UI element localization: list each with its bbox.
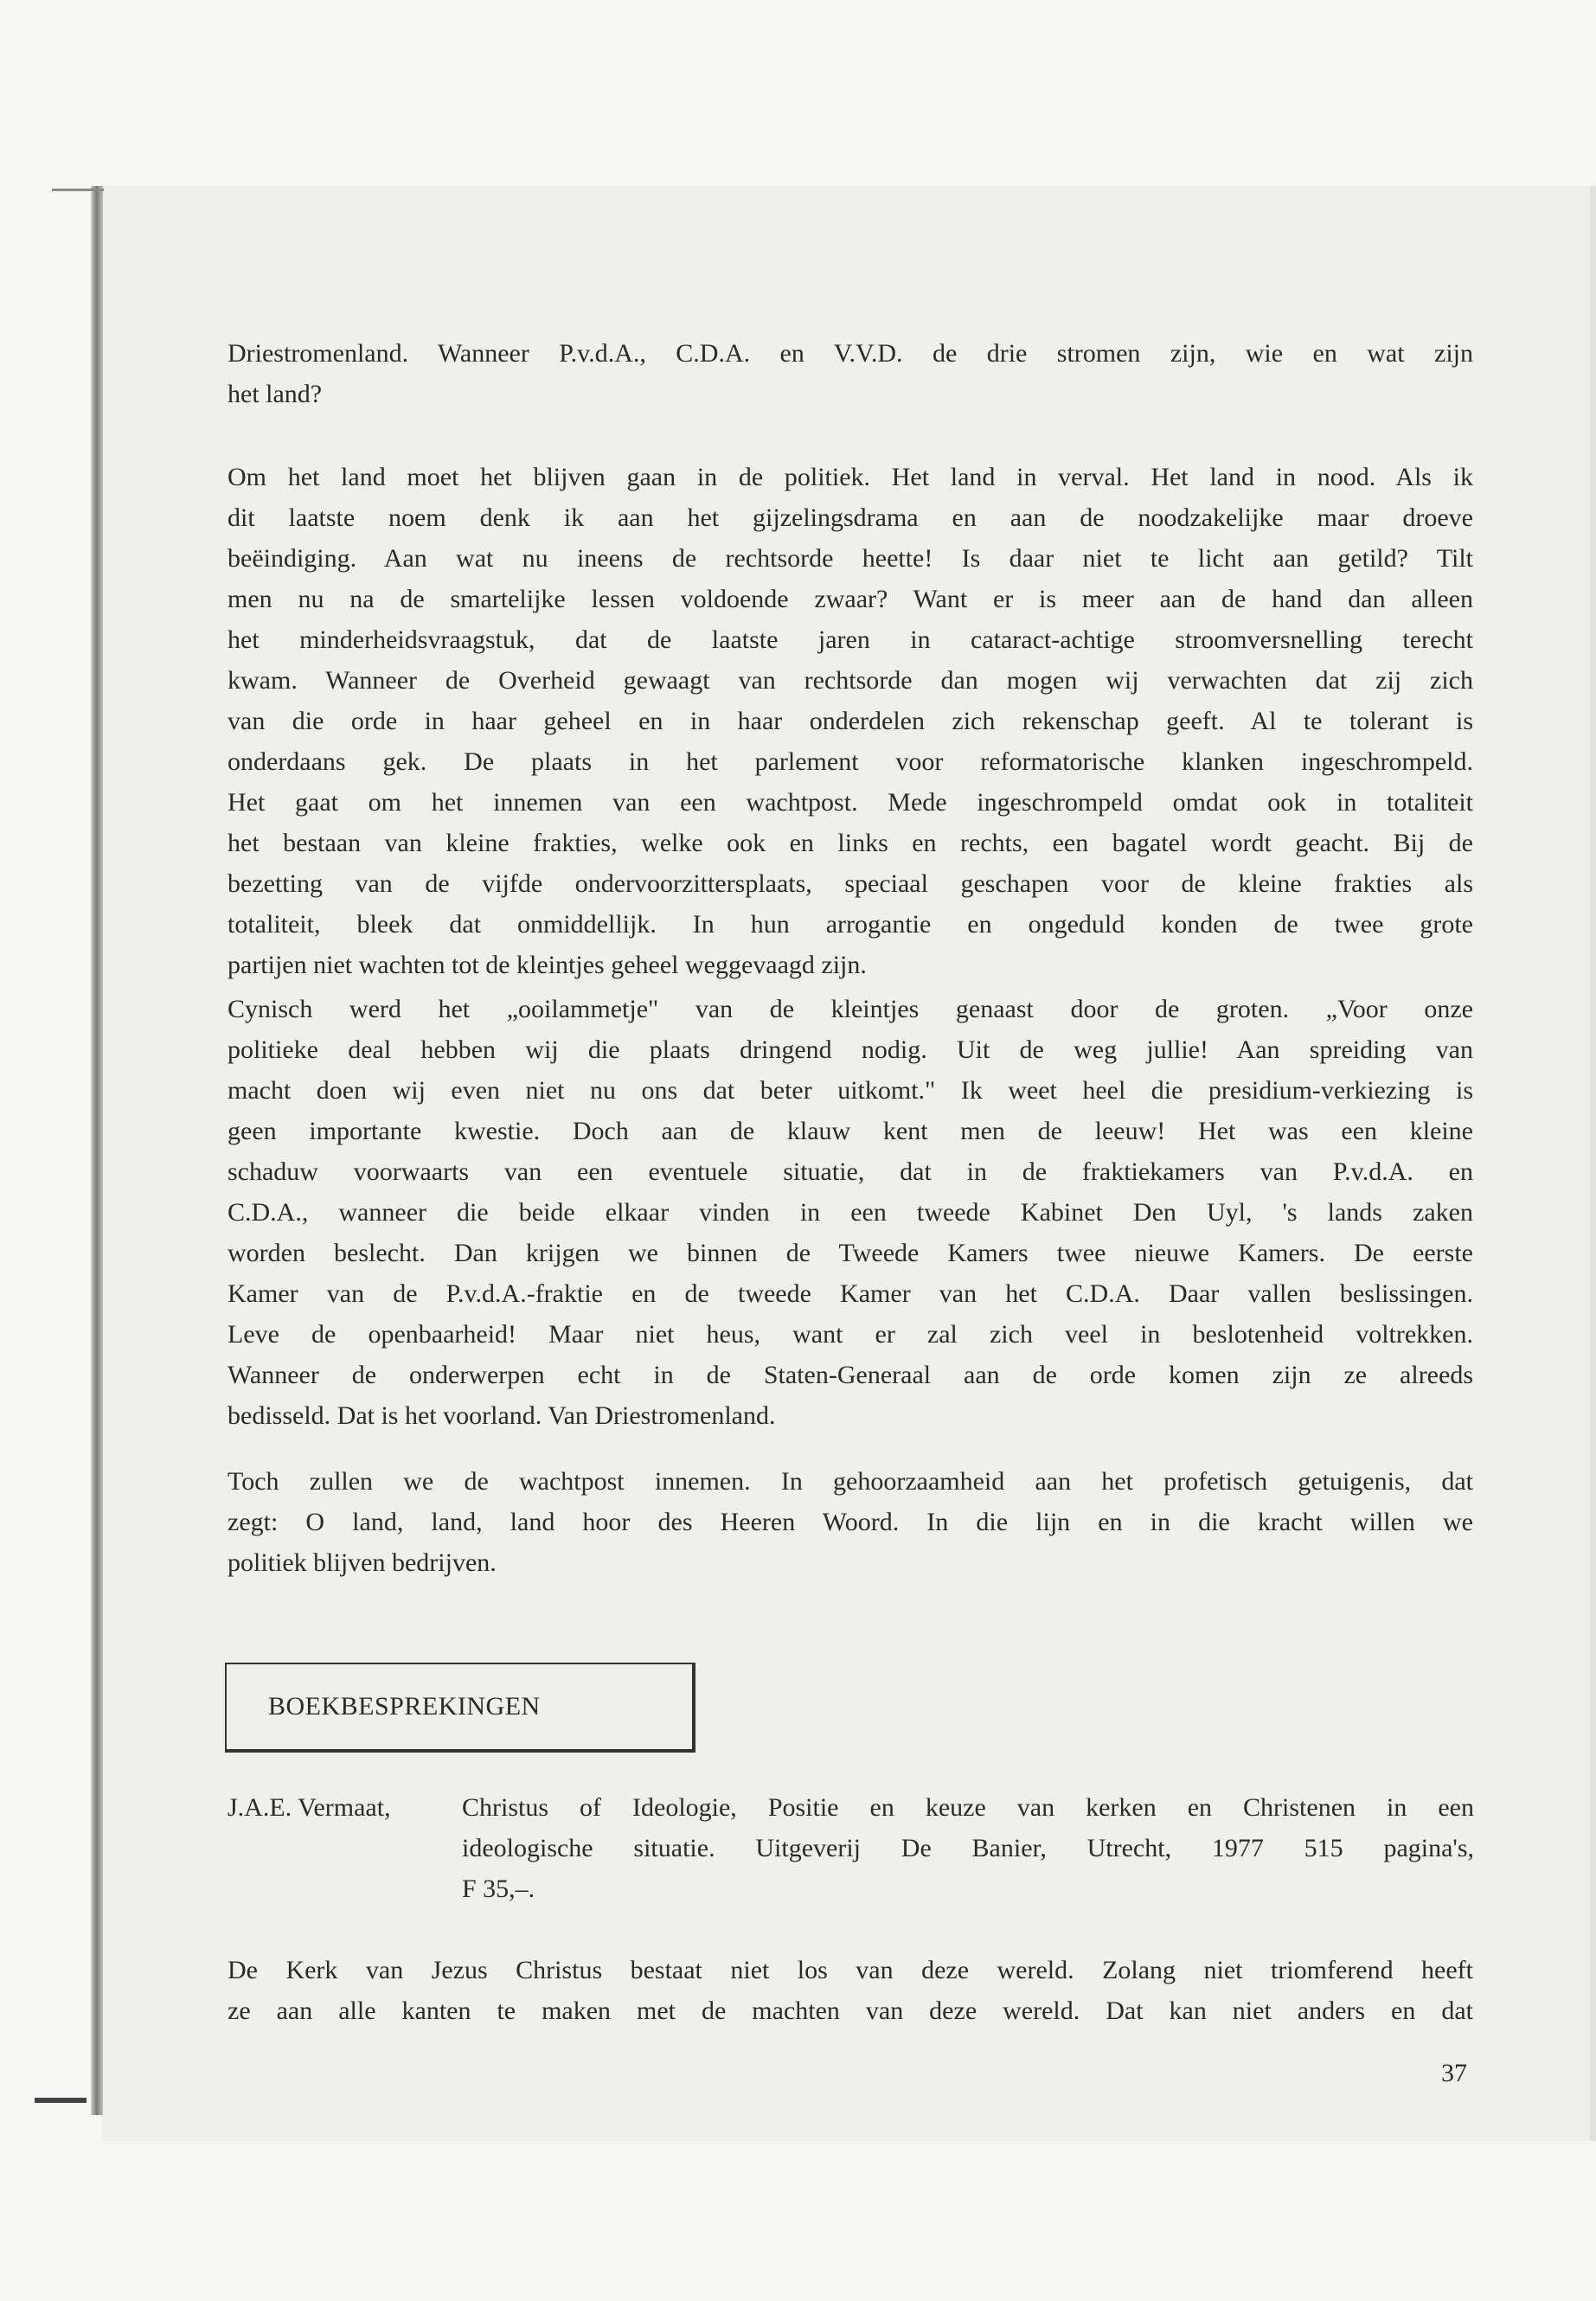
spine-mark-bottom <box>35 2098 87 2103</box>
text-line: zegt: O land, land, land hoor des Heeren Woord. In die lijn en in die kracht willen we <box>228 1508 1473 1536</box>
page-edge <box>1590 186 1596 2141</box>
paragraph-5 <box>228 1950 1473 2031</box>
text-line: Om het land moet het blijven gaan in de politiek. Het land in verval. Het land in nood. Als ik <box>228 463 1473 491</box>
page-number: 37 <box>1441 2059 1467 2087</box>
section-heading-box <box>225 1663 695 1753</box>
text-line: totaliteit, bleek dat onmiddellijk. In hun arrogantie en ongeduld konden de twee grote <box>228 910 1473 939</box>
text-line: Kamer van de P.v.d.A.-fraktie en de tweede Kamer van het C.D.A. Daar vallen beslissingen. <box>228 1279 1473 1308</box>
text-line: C.D.A., wanneer die beide elkaar vinden in een tweede Kabinet Den Uyl, 's lands zaken <box>228 1198 1473 1227</box>
text-line: politiek blijven bedrijven. <box>228 1548 497 1577</box>
section-heading: BOEKBESPREKINGEN <box>268 1692 541 1721</box>
review-citation <box>462 1787 1474 1909</box>
text-line: bezetting van de vijfde ondervoorzittersplaats, speciaal geschapen voor de kleine frakties als <box>228 869 1473 898</box>
citation-line: Christus of Ideologie, Positie en keuze van kerken en Christenen in een <box>462 1793 1474 1822</box>
text-line: geen importante kwestie. Doch aan de klauw kent men de leeuw! Het was een kleine <box>228 1117 1473 1145</box>
text-line: ze aan alle kanten te maken met de machten van deze wereld. Dat kan niet anders en dat <box>228 1997 1473 2025</box>
text-line: dit laatste noem denk ik aan het gijzelingsdrama en aan de noodzakelijke maar droeve <box>228 503 1473 532</box>
text-line: het minderheidsvraagstuk, dat de laatste jaren in cataract-achtige stroomversnelling terecht <box>228 625 1473 654</box>
book-spine <box>91 186 103 2115</box>
text-line: Wanneer de onderwerpen echt in de Staten-Generaal aan de orde komen zijn ze alreeds <box>228 1361 1473 1389</box>
text-line: Cynisch werd het „ooilammetje" van de kleintjes genaast door de groten. „Voor onze <box>228 995 1473 1023</box>
text-line: kwam. Wanneer de Overheid gewaagt van rechtsorde dan mogen wij verwachten dat zij zich <box>228 666 1473 695</box>
text-line: bedisseld. Dat is het voorland. Van Driestromenland. <box>228 1401 776 1430</box>
text-line: het bestaan van kleine frakties, welke ook en links en rechts, een bagatel wordt geacht. Bij de <box>228 829 1473 857</box>
text-line: Leve de openbaarheid! Maar niet heus, want er zal zich veel in beslotenheid voltrekken. <box>228 1320 1473 1349</box>
citation-line: ideologische situatie. Uitgeverij De Banier, Utrecht, 1977 515 pagina's, <box>462 1834 1474 1862</box>
text-line: onderdaans gek. De plaats in het parlement voor reformatorische klanken ingeschrompeld. <box>228 747 1473 776</box>
paragraph-1 <box>228 333 1473 414</box>
text-line: De Kerk van Jezus Christus bestaat niet los van deze wereld. Zolang niet triomferend heeft <box>228 1956 1473 1984</box>
text-line: beëindiging. Aan wat nu ineens de rechtsorde heette! Is daar niet te licht aan getild? Tilt <box>228 544 1473 573</box>
paragraph-2 <box>228 457 1473 985</box>
text-line: Toch zullen we de wachtpost innemen. In gehoorzaamheid aan het profetisch getuigenis, dat <box>228 1467 1473 1496</box>
text-line: van die orde in haar geheel en in haar onderdelen zich rekenschap geeft. Al te tolerant is <box>228 707 1473 735</box>
text-line: het land? <box>228 380 323 408</box>
text-line: macht doen wij even niet nu ons dat beter uitkomt." Ik weet heel die presidium-verkiezing is <box>228 1076 1473 1105</box>
paragraph-3 <box>228 989 1473 1436</box>
text-line: worden beslecht. Dan krijgen we binnen de Tweede Kamers twee nieuwe Kamers. De eerste <box>228 1239 1473 1267</box>
spine-mark-top <box>52 189 104 191</box>
citation-line: F 35,–. <box>462 1875 535 1903</box>
text-line: partijen niet wachten tot de kleintjes geheel weggevaagd zijn. <box>228 951 867 979</box>
paragraph-4 <box>228 1461 1473 1583</box>
text-line: Het gaat om het innemen van een wachtpost. Mede ingeschrompeld omdat ook in totaliteit <box>228 788 1473 817</box>
text-line: Driestromenland. Wanneer P.v.d.A., C.D.A. en V.V.D. de drie stromen zijn, wie en wat zijn <box>228 339 1473 368</box>
review-author: J.A.E. Vermaat, <box>228 1793 391 1822</box>
text-line: schaduw voorwaarts van een eventuele situatie, dat in de fraktiekamers van P.v.d.A. en <box>228 1157 1473 1186</box>
text-line: men nu na de smartelijke lessen voldoende zwaar? Want er is meer aan de hand dan alleen <box>228 585 1473 613</box>
text-line: politieke deal hebben wij die plaats dringend nodig. Uit de weg jullie! Aan spreiding van <box>228 1035 1473 1064</box>
